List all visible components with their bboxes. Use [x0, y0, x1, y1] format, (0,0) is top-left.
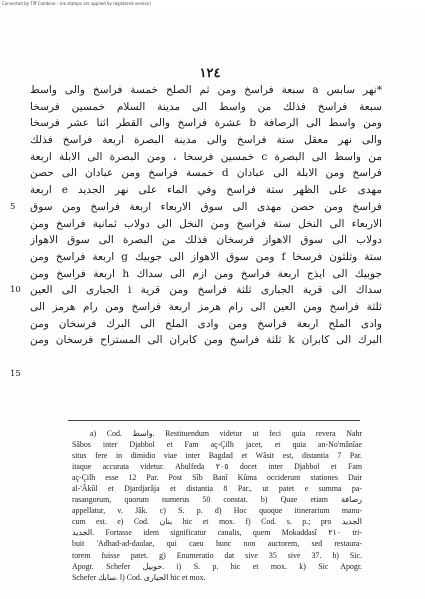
footnote-line: Schefer سابك. l) Cod. الحيارى hic et mox. — [72, 572, 206, 582]
footnote-line: الجديد. Fortasse idem significatur canalis, quem Mokaddasî ٢١٠ tri- — [72, 528, 362, 538]
footnote-line: situs fere in dimidio viae inter Bagdad et Wâsit est, distantia 7 Par. — [72, 451, 362, 461]
arabic-line: سداك الى قرية الجبارى ثلثة فراسخ ومن قرية i الجبارى الى العين — [30, 284, 382, 297]
converter-banner: Converted by Tiff Combine - (no stamps are applied by registered version) — [0, 0, 425, 8]
footnote-line: Sâbos inter Djabbol et Fam aç-Çilh jacet, et quia an-No'mânîae — [72, 440, 362, 450]
arabic-line: فراسخ ومن الابلة الى عبادان d خمسة فراسخ ومن عبادان الى حصن — [30, 167, 382, 180]
arabic-line: ومن واسط الى الرصافة b عشرة فراسخ والى القطر اثنا عشر فرسخا — [30, 117, 382, 130]
arabic-main-text — [30, 82, 382, 349]
arabic-line: سبعة فراسخ فذلك من واسط الى مدينة السلام خمسين فرسخا — [30, 100, 382, 113]
arabic-line: مهدى على الظهر ستة فراسخ وفي الماء على نهر الجديد e اربعة — [30, 184, 382, 197]
footnote-line: itaque accurata videtur. Abulfeda ٢٠٥ docet inter Djabbol et Fam — [72, 462, 362, 472]
arabic-line: ستة وثلثون فرسخا f ومن سوق الاهواز الى جوبيك g اربعة فراسخ ومن — [30, 250, 382, 263]
footnote-divider — [68, 420, 360, 421]
arabic-line: فراسخ ومن حصن مهدى الى سوق الاربعاء اربعة فراسخ ومن سوق — [30, 200, 382, 213]
footnote-line: appellatur, v. Jâk. c) S. p. d) Hoc quoque itinerarium manu- — [72, 506, 362, 516]
footnote-line: Apogr. Schefer حوبيل. i) S. p. hic et mox. k) Sic Apogr. — [72, 561, 362, 571]
footnote-line: cum est. e) Cod. بنان hic et mox. f) Cod. s. p.; pro الجديد — [72, 517, 362, 527]
line-number: 15 — [10, 368, 21, 379]
footnote-line: buit 'Adhad-ad-daulae, qui caeu hunc non auctorem, sed restaura- — [72, 539, 362, 549]
arabic-line: البرك الى كابران k ثلثة فراسخ ومن كابران الى المستراح فرسخان ومن — [30, 334, 382, 347]
arabic-line: والى نهر معقل ستة فراسخ والى مدينة البصرة اربعة فراسخ فذلك — [30, 134, 382, 147]
line-number: 10 — [10, 285, 21, 296]
footnote-line: rasangorum, quorum numerus 50 constat. b) Quae etiam رصافة — [72, 495, 362, 505]
line-number: 5 — [10, 201, 16, 212]
arabic-line: *نهر سابس a سبعة فراسخ ومن ثم الصلح خمسة فراسخ والى واسط — [30, 84, 382, 96]
footnotes — [72, 428, 362, 583]
arabic-line: من واسط الى البصرة c خمسين فرسخا ، ومن البصرة الى الابلة اربعة — [30, 150, 382, 163]
footnote-line: torem fuisse patet. g) Enumeratio dat sive 35 sive 37. h) Sic. — [72, 550, 362, 560]
footnote-line: aç-Çilh esse 12 Par. Post Sîb Banî Kûma occiderunt stationes Dair — [72, 473, 362, 483]
arabic-line: جوبيك الى ايذج اربعة فراسخ ومن ازم الى سداك h اربعة فراسخ ومن — [30, 267, 382, 280]
arabic-line: وادى الملح اربعة فراسخ ومن وادى الملح الى البرك فرسخان ومن — [30, 317, 382, 330]
page-number: ١٢٤ — [199, 66, 221, 81]
arabic-line: الاربعاء الى النخل ستة فراسخ ومن النخل الى دولاب ثمانية فراسخ ومن — [30, 217, 382, 230]
arabic-line: ثلثة فراسخ ومن العين الى رام هرمز اربعة فراسخ ومن رام هرمز الى — [30, 300, 382, 313]
footnote-line: a) Cod. واسط. Restituendum videtur ut feci quia revera Nahr — [90, 429, 362, 438]
footnote-line: al-'Âkûl et Djardjarâja et distantia 8 Par., ut patet e summa pa- — [72, 484, 362, 494]
arabic-line: دولاب الى سوق الاهواز فرسخان فذلك من البصرة الى سوق الاهواز — [30, 234, 382, 247]
